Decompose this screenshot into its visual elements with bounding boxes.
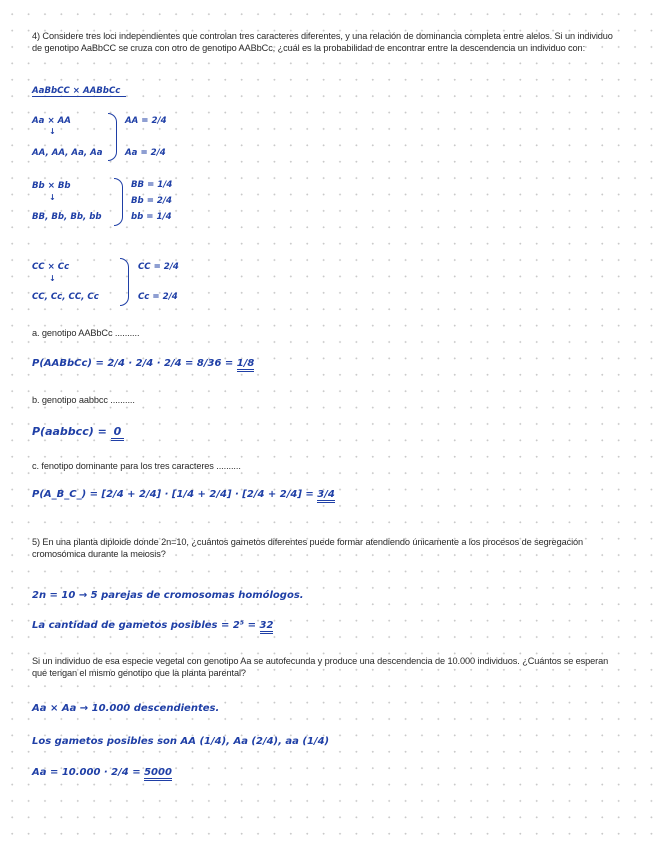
q5-gametes-expression: La cantidad de gametos posibles = 2⁵ = [32, 620, 257, 631]
part-c-label: c. fenotipo dominante para los tres caracteres .......... [32, 461, 241, 471]
part-a-answer: 1/8 [237, 358, 255, 372]
part-a-expression: P(AABbCc) = 2/4 · 2/4 · 2/4 = 8/36 = [32, 358, 234, 369]
locus-a-brace [108, 113, 117, 161]
locus-b-brace [114, 178, 123, 226]
q5-chromosome-pairs: 2n = 10 → 5 parejas de cromosomas homólogos. [32, 590, 304, 601]
q5-selfing-cross: Aa × Aa → 10.000 descendientes. [32, 703, 220, 714]
locus-b-cross: Bb × Bb [32, 181, 71, 191]
locus-c-result-cc-het: Cc = 2/4 [138, 292, 178, 302]
question-5-sub-prompt: Si un individuo de esa especie vegetal con genotipo Aa se autofecunda y produce una descendencia de 10.000 individuos. ¿Cuántos se esperan que tengan el mismo genotipo que la planta parental? [32, 656, 609, 678]
locus-a-cross: Aa × AA [32, 116, 71, 126]
part-a-work [32, 358, 254, 369]
locus-c-cross: CC × Cc [32, 262, 70, 272]
locus-c-arrow: ↓ [49, 274, 56, 283]
q5-gametes-answer: 32 [260, 620, 274, 634]
locus-b-result-bb-het: Bb = 2/4 [131, 196, 172, 206]
part-c-work [32, 489, 335, 500]
question-5-prompt: 5) En una planta diploide donde 2n=10, ¿cuántos gametos diferentes puede formar atendiendo únicamente a los procesos de segregación cromosómica durante la meiosis? [32, 537, 584, 559]
locus-b-offspring: BB, Bb, Bb, bb [32, 212, 102, 222]
locus-b-result-bb-rec: bb = 1/4 [131, 212, 172, 222]
part-b-work [32, 425, 124, 438]
locus-a-result-aa-het: Aa = 2/4 [125, 148, 166, 158]
q5-gametes-line [32, 620, 273, 631]
part-b-answer: 0 [111, 425, 125, 441]
q5-expected-answer: 5000 [144, 767, 172, 781]
locus-b-result-bb: BB = 1/4 [131, 180, 173, 190]
locus-b-arrow: ↓ [49, 193, 56, 202]
part-c-expression: P(A_B_C_) = [2/4 + 2/4] · [1/4 + 2/4] · [2/4 + 2/4] = [32, 489, 314, 500]
q5-expected-line [32, 767, 172, 778]
locus-a-arrow: ↓ [49, 127, 56, 136]
locus-c-brace [120, 258, 129, 306]
part-b-label: b. genotipo aabbcc .......... [32, 395, 135, 405]
cross-header: AaBbCC × AABbCc [32, 86, 126, 97]
part-b-expression: P(aabbcc) = [32, 425, 107, 438]
question-4-prompt: 4) Considere tres loci independientes que controlan tres caracteres diferentes, y una relación de dominancia completa entre alelos. Si un individuo de genotipo AaBbCC se cruza con otro de genotipo AABbCc, ¿cuál es la probabilidad de encontrar entre la descendencia un individuo con: [32, 31, 613, 53]
part-a-label: a. genotipo AABbCc .......... [32, 328, 140, 338]
locus-a-offspring: AA, AA, Aa, Aa [32, 148, 103, 158]
part-c-answer: 3/4 [317, 489, 335, 503]
locus-c-result-cc: CC = 2/4 [138, 262, 179, 272]
q5-expected-expression: Aa = 10.000 · 2/4 = [32, 767, 141, 778]
q5-gamete-probabilities: Los gametos posibles son AA (1/4), Aa (2/4), aa (1/4) [32, 736, 330, 747]
locus-a-result-aa: AA = 2/4 [125, 116, 167, 126]
locus-c-offspring: CC, Cc, CC, Cc [32, 292, 99, 302]
